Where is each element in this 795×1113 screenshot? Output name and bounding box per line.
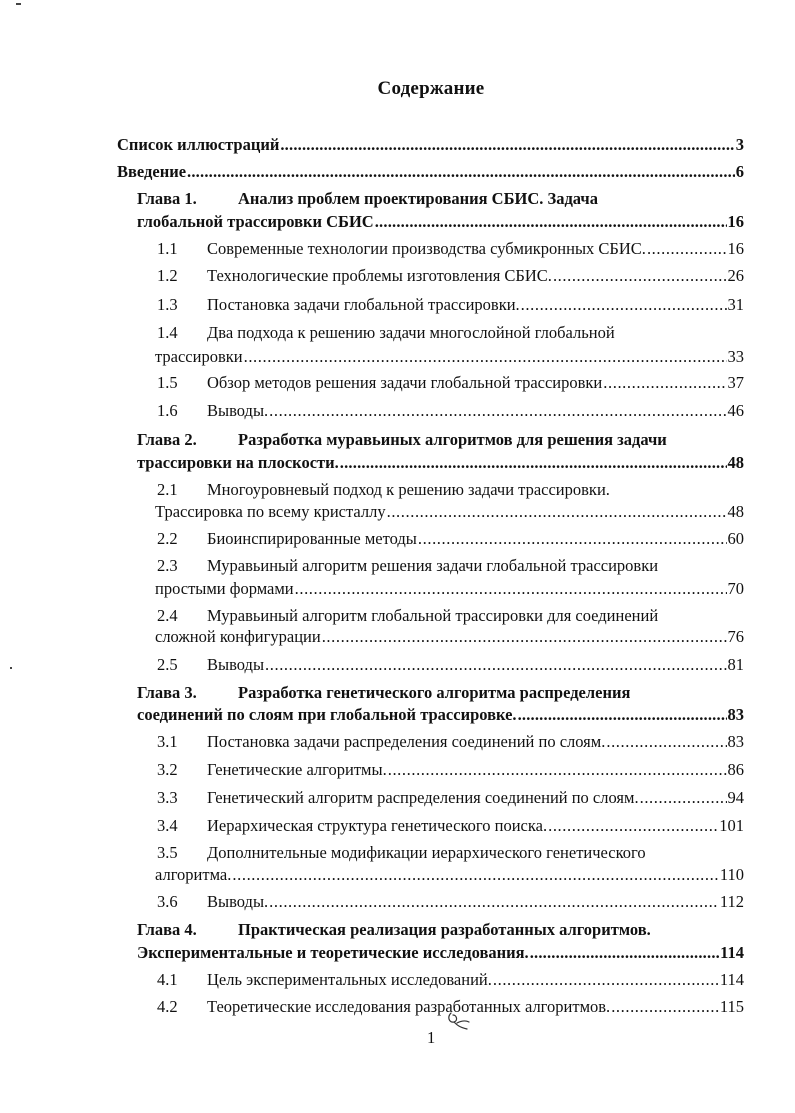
toc-page-number: 37 xyxy=(727,373,744,392)
toc-section-3-6[interactable] xyxy=(157,892,744,912)
toc-section-number: 1.1 xyxy=(157,239,178,258)
toc-page-number: 46 xyxy=(727,401,744,420)
toc-section-number: 2.3 xyxy=(157,556,178,575)
toc-page-number: 112 xyxy=(719,892,744,911)
toc-leader-dots xyxy=(553,266,727,286)
toc-entry-text: Современные технологии производства субмикронных СБИС. xyxy=(207,239,646,258)
toc-section-1-2[interactable] xyxy=(157,266,744,286)
toc-section-number: 3.2 xyxy=(157,760,178,779)
toc-chapter-1-line2[interactable] xyxy=(137,212,744,232)
toc-entry-text: Выводы xyxy=(207,655,265,674)
toc-chapter-number: Глава 3. xyxy=(137,683,197,702)
toc-entry-text: Цель экспериментальных исследований. xyxy=(207,970,492,989)
toc-leader-dots xyxy=(493,970,719,990)
toc-page-number: 110 xyxy=(719,865,744,884)
toc-leader-dots xyxy=(187,162,735,182)
toc-leader-dots xyxy=(603,373,726,393)
toc-entry-text: глобальной трассировки СБИС xyxy=(137,212,374,231)
toc-section-2-3-line1[interactable] xyxy=(157,556,658,576)
toc-section-3-2[interactable] xyxy=(157,760,744,780)
toc-section-number: 3.1 xyxy=(157,732,178,751)
toc-page-number: 86 xyxy=(727,760,744,779)
toc-page-number: 48 xyxy=(727,502,744,521)
toc-leader-dots xyxy=(295,579,727,599)
toc-entry-text: Анализ проблем проектирования СБИС. Задача xyxy=(238,189,598,208)
toc-leader-dots xyxy=(232,865,718,885)
toc-leader-dots xyxy=(611,997,719,1017)
toc-section-1-1[interactable] xyxy=(157,239,744,259)
toc-section-number: 4.2 xyxy=(157,997,178,1016)
toc-page-number: 33 xyxy=(727,347,744,366)
toc-entry-text: Экспериментальные и теоретические исследования. xyxy=(137,943,529,962)
toc-section-number: 3.3 xyxy=(157,788,178,807)
toc-entry-text: трассировки на плоскости. xyxy=(137,453,339,472)
toc-page-number: 48 xyxy=(727,453,744,472)
toc-section-number: 3.4 xyxy=(157,816,178,835)
toc-leader-dots xyxy=(340,453,727,473)
toc-page-number: 31 xyxy=(727,295,744,314)
toc-page-number: 3 xyxy=(735,135,744,154)
toc-entry-text: простыми формами xyxy=(155,579,294,598)
toc-section-3-5-line1[interactable] xyxy=(157,843,646,863)
toc-section-4-1[interactable] xyxy=(157,970,744,990)
toc-section-number: 1.6 xyxy=(157,401,178,420)
toc-section-2-2[interactable] xyxy=(157,529,744,549)
toc-entry-text: Выводы. xyxy=(207,892,269,911)
toc-section-3-1[interactable] xyxy=(157,732,744,752)
toc-leader-dots xyxy=(521,295,727,315)
toc-page-number: 26 xyxy=(727,266,744,285)
toc-chapter-number: Глава 2. xyxy=(137,430,197,449)
toc-leader-dots xyxy=(640,788,727,808)
toc-section-1-3[interactable] xyxy=(157,295,744,315)
toc-entry-text: Введение xyxy=(117,162,187,181)
toc-entry-text: Выводы. xyxy=(207,401,269,420)
toc-entry-text: Генетический алгоритм распределения соединений по слоям. xyxy=(207,788,639,807)
toc-entry-text: Трассировка по всему кристаллу xyxy=(155,502,386,521)
toc-page-number: 101 xyxy=(719,816,744,835)
toc-section-number: 1.2 xyxy=(157,266,178,285)
toc-leader-dots xyxy=(265,655,726,675)
toc-entry-text: Биоинспирированные методы xyxy=(207,529,417,548)
toc-entry-text: Иерархическая структура генетического поиска. xyxy=(207,816,548,835)
toc-page-number: 81 xyxy=(727,655,744,674)
toc-page-number: 16 xyxy=(727,212,744,231)
toc-section-2-5[interactable] xyxy=(157,655,744,675)
toc-chapter-3-line2[interactable] xyxy=(137,705,744,725)
toc-section-number: 2.5 xyxy=(157,655,178,674)
toc-section-number: 1.3 xyxy=(157,295,178,314)
toc-page-number: 94 xyxy=(727,788,744,807)
toc-leader-dots xyxy=(280,135,734,155)
toc-entry-text: Технологические проблемы изготовления СБИС. xyxy=(207,266,552,285)
toc-chapter-2-line2[interactable] xyxy=(137,453,744,473)
toc-leader-dots xyxy=(387,502,727,522)
toc-page-number: 6 xyxy=(735,162,744,181)
toc-section-3-4[interactable] xyxy=(157,816,744,836)
toc-page-number: 60 xyxy=(727,529,744,548)
toc-section-2-4-line2[interactable] xyxy=(155,627,744,647)
handwritten-signature-icon xyxy=(445,1007,475,1033)
toc-leader-dots xyxy=(322,627,727,647)
toc-leader-dots xyxy=(269,892,719,912)
toc-leader-dots xyxy=(530,943,719,963)
toc-section-2-4-line1[interactable] xyxy=(157,606,658,626)
toc-section-3-5-line2[interactable] xyxy=(155,865,744,885)
toc-entry-text: соединений по слоям при глобальной трассировке. xyxy=(137,705,517,724)
toc-entry-text: Многоуровневый подход к решению задачи трассировки. xyxy=(207,480,610,499)
toc-entry-text: алгоритма. xyxy=(155,865,232,884)
toc-page-number: 76 xyxy=(727,627,744,646)
toc-chapter-3-line1[interactable] xyxy=(137,683,630,703)
toc-entry-text: Список иллюстраций xyxy=(117,135,280,154)
toc-entry-text: Муравьиный алгоритм решения задачи глобальной трассировки xyxy=(207,556,659,575)
toc-page-number: 83 xyxy=(727,732,744,751)
toc-page-number: 114 xyxy=(720,943,744,962)
toc-leader-dots xyxy=(518,705,727,725)
toc-section-number: 1.5 xyxy=(157,373,178,392)
toc-page-number: 70 xyxy=(727,579,744,598)
toc-section-2-1-line2[interactable] xyxy=(155,502,744,522)
toc-section-number: 3.6 xyxy=(157,892,178,911)
toc-entry-text: Теоретические исследования разработанных алгоритмов. xyxy=(207,997,611,1016)
toc-section-2-1-line1[interactable] xyxy=(157,480,610,500)
toc-section-number: 4.1 xyxy=(157,970,178,989)
toc-leader-dots xyxy=(548,816,718,836)
toc-entry-text: Постановка задачи распределения соединений по слоям. xyxy=(207,732,606,751)
toc-entry-text: сложной конфигурации xyxy=(155,627,321,646)
scan-mark-top-left xyxy=(16,3,21,5)
toc-section-2-3-line2[interactable] xyxy=(155,579,744,599)
toc-entry-text: Обзор методов решения задачи глобальной трассировки xyxy=(207,373,603,392)
toc-entry-text: Постановка задачи глобальной трассировки. xyxy=(207,295,520,314)
toc-leader-dots xyxy=(244,347,727,367)
toc-section-number: 2.4 xyxy=(157,606,178,625)
toc-chapter-2-line1[interactable] xyxy=(137,430,667,450)
toc-leader-dots xyxy=(418,529,727,549)
page-number: 1 xyxy=(427,1028,436,1047)
toc-section-1-4-line2[interactable] xyxy=(155,347,744,367)
toc-leader-dots xyxy=(375,212,727,232)
toc-chapter-4-line1[interactable] xyxy=(137,920,651,940)
toc-page-number: 83 xyxy=(727,705,744,724)
toc-section-1-6[interactable] xyxy=(157,401,744,421)
toc-section-3-3[interactable] xyxy=(157,788,744,808)
toc-section-number: 1.4 xyxy=(157,323,178,342)
toc-entry-text: Разработка муравьиных алгоритмов для решения задачи xyxy=(238,430,667,449)
toc-section-number: 2.2 xyxy=(157,529,178,548)
toc-leader-dots xyxy=(388,760,727,780)
toc-entry-text: Дополнительные модификации иерархического генетического xyxy=(207,843,646,862)
toc-chapter-number: Глава 4. xyxy=(137,920,197,939)
toc-section-1-4-line1[interactable] xyxy=(157,323,615,343)
toc-entry-text: Генетические алгоритмы. xyxy=(207,760,387,779)
page-title: Содержание xyxy=(377,78,485,99)
toc-page-number: 16 xyxy=(727,239,744,258)
toc-section-number: 3.5 xyxy=(157,843,178,862)
toc-leader-dots xyxy=(269,401,726,421)
toc-chapter-4-line2[interactable] xyxy=(137,943,744,963)
toc-entry-text: Практическая реализация разработанных алгоритмов. xyxy=(238,920,651,939)
toc-entry-text: трассировки xyxy=(155,347,243,366)
toc-entry-text: Разработка генетического алгоритма распределения xyxy=(238,683,631,702)
toc-entry-text: Муравьиный алгоритм глобальной трассировки для соединений xyxy=(207,606,659,625)
toc-section-number: 2.1 xyxy=(157,480,178,499)
toc-section-1-5[interactable] xyxy=(157,373,744,393)
toc-chapter-1-line1[interactable] xyxy=(137,189,598,209)
toc-entry-list-of-illustrations[interactable] xyxy=(117,135,744,155)
toc-leader-dots xyxy=(647,239,727,259)
toc-page-number: 114 xyxy=(719,970,744,989)
scan-mark-left-edge xyxy=(10,667,12,669)
toc-entry-introduction[interactable] xyxy=(117,162,744,182)
toc-page-number: 115 xyxy=(719,997,744,1016)
toc-leader-dots xyxy=(606,732,726,752)
toc-entry-text: Два подхода к решению задачи многослойной глобальной xyxy=(207,323,615,342)
toc-chapter-number: Глава 1. xyxy=(137,189,197,208)
